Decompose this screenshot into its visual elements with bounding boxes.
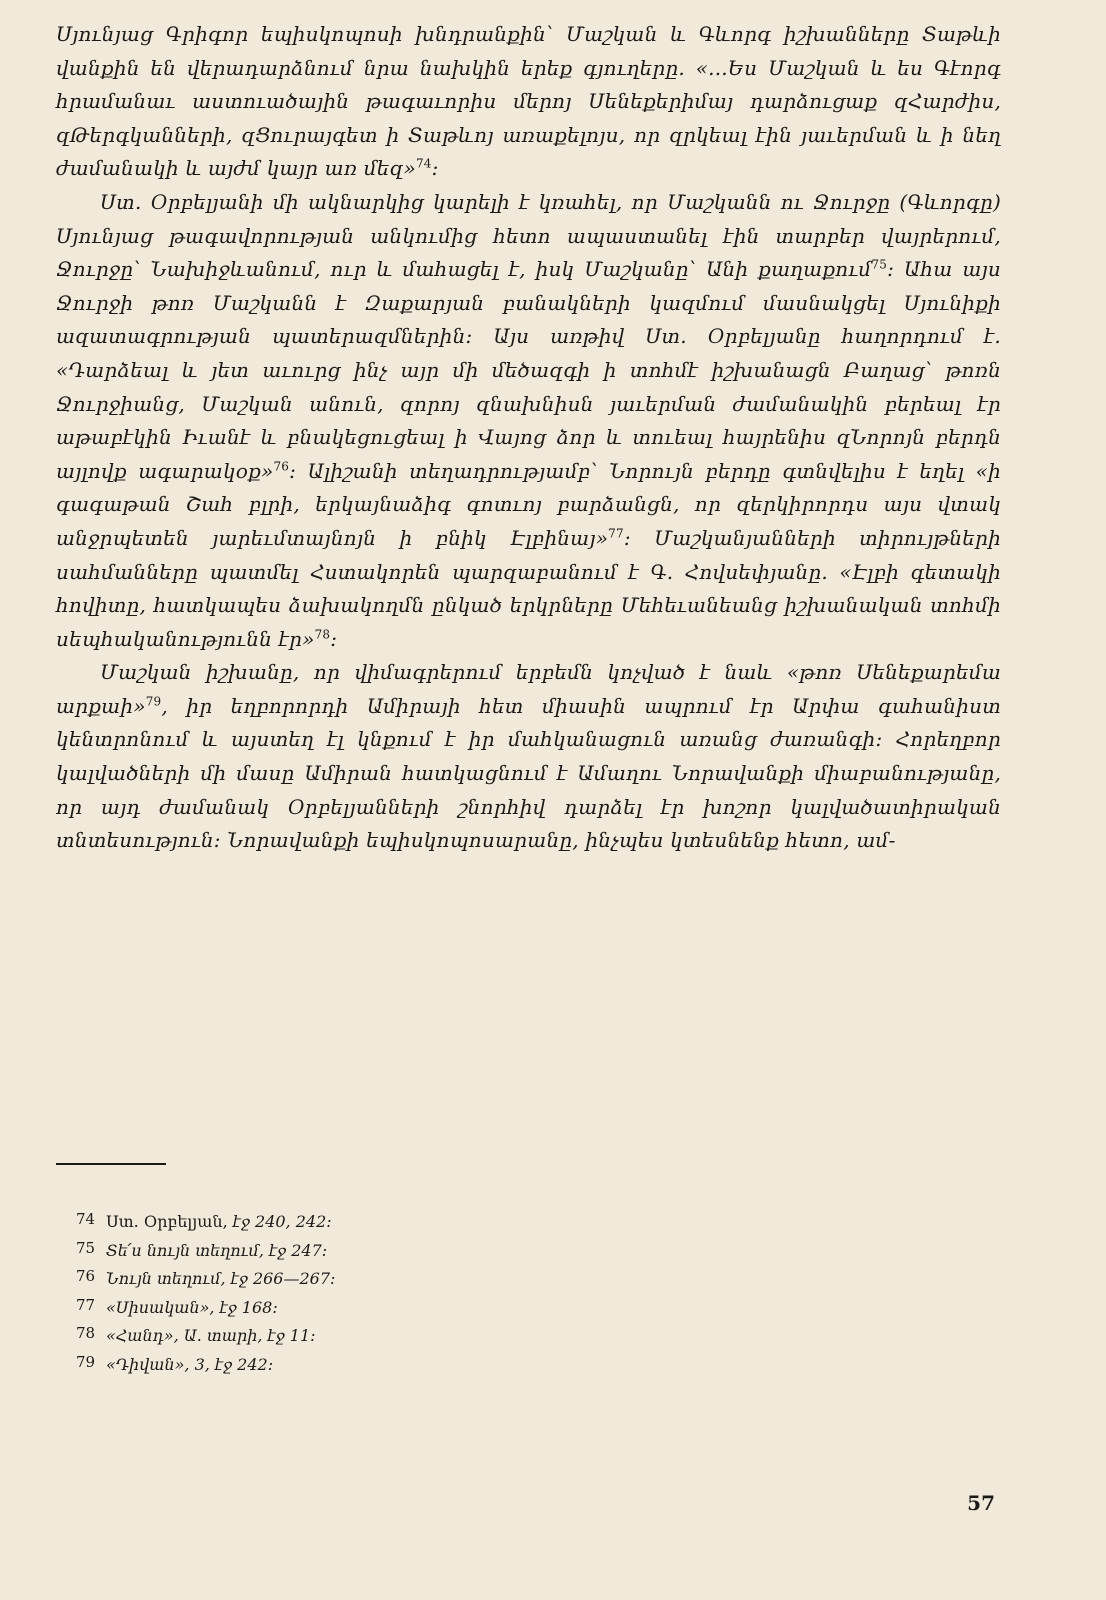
- footnote-text: «Հանդ», Ա. տարի, էջ 11։: [106, 1326, 316, 1346]
- footnote-ref-78[interactable]: 78: [314, 627, 331, 642]
- paragraph-text: , իր եղբորորդի Ամիրայի հետ միասին ապրում էր Արփա գահանիստ կենտրոնում և այստեղ էլ կնքում է իր մահկանացուն առանց ժառանգի։ Հորեղբոր կալվածների մի մասը Ամիրան հատկացնում է Ամաղու Նորավանքի միաբանությանը, որ այդ ժամանակ Օրբելյանների շնորհիվ դարձել էր խոշոր կալվածատիրական տնտեսություն։ Նորավանքի եպիսկոպոսարանը, ինչպես կտեսնենք հետո, ամ-: [56, 693, 1001, 853]
- footnote-text: Նույն տեղում, էջ 266—267։: [106, 1269, 336, 1289]
- footnotes: [76, 1205, 976, 1377]
- footnote-text: «Դիվան», 3, էջ 242։: [106, 1354, 274, 1374]
- footnote-ref-79[interactable]: 79: [145, 694, 162, 709]
- footnote-74: [76, 1205, 976, 1234]
- paragraph-text: Սյունյաց Գրիգոր եպիսկոպոսի խնդրանքին՝ Մաշկան և Գևորգ իշխանները Տաթևի վանքին են վերադարձնում նրա նախկին երեք գյուղերը. «...Ես Մաշկան և ես Գէորգ հրամանաւ աստուածային թագաւորիս մերոյ Սենեքերիմայ դարձուցաք զՀարժիս, զԹերգկանների, զՑուրայգետ ի Տաթևոյ առաքելոյս, որ զրկեալ էին յաւերման և ի նեղ ժամանակի և այժմ կայր առ մեզ»: [56, 22, 1001, 181]
- footnote-text: Տե՛ս նույն տեղում, էջ 247։: [106, 1240, 328, 1260]
- footnote-divider: [56, 1163, 166, 1165]
- footnote-ref-77[interactable]: 77: [608, 526, 624, 541]
- footnote-ref-75[interactable]: 75: [871, 257, 888, 272]
- paragraph-end: ։: [431, 156, 439, 181]
- footnote-ref-76[interactable]: 76: [273, 459, 290, 474]
- footnote-75: [76, 1234, 976, 1263]
- footnote-77: [76, 1291, 976, 1320]
- footnote-number: 74: [76, 1210, 96, 1228]
- footnote-78: [76, 1319, 976, 1348]
- footnote-text: «Սիսական», էջ 168։: [106, 1297, 278, 1317]
- paragraph-3: [56, 656, 1001, 858]
- footnote-76: [76, 1262, 976, 1291]
- footnote-abbr: Ստ. Օրբելյան,: [106, 1212, 228, 1231]
- footnote-number: 78: [76, 1324, 96, 1343]
- footnote-number: 77: [76, 1295, 96, 1314]
- paragraph-text: ։ Ահա այս Ջուրջի թոռ Մաշկանն է Զաքարյան բանակների կազմում մասնակցել Սյունիքի ազատագրության պատերազմներին։ Այս առթիվ Ստ. Օրբելյանը հաղորդում է. «Դարձեալ և յետ աւուրց ինչ այր մի մեծազգի ի տոհմէ իշխանացն Բաղաց՝ թոռն Ջուրջիանց, Մաշկան անուն, զորոյ զնախնիսն յաւերման ժամանակին բերեալ էր աթաբէկին Իւանէ և բնակեցուցեալ ի Վայոց ձոր և տուեալ հայրենիս զՆորոյն բերդն այլովք ագարակօք»: [56, 257, 1001, 483]
- paragraph-2: [56, 186, 1001, 656]
- footnote-79: [76, 1348, 976, 1377]
- footnote-ref-74[interactable]: 74: [415, 156, 432, 171]
- book-page: [56, 18, 1001, 1578]
- footnote-text: էջ 240, 242։: [232, 1212, 332, 1231]
- main-text: [56, 18, 1001, 858]
- paragraph-text: ։ Ալիշանի տեղադրությամբ՝ Նորույն բերդը գտնվելիս է եղել «ի գագաթան Շահ բլրի, երկայնաձիգ գոտւոյ բարձանցն, որ զերկիրորդս այս վտակ անջրպետեն յարեւմտայնոյն ի բնիկ Էլբինայ»: [56, 458, 1001, 550]
- footnote-number: 75: [76, 1238, 96, 1257]
- paragraph-text: Մաշկան իշխանը, որ վիմագրերում երբեմն կոչված է նաև «թոռ Սենեքարեմա արքաի»: [56, 660, 1001, 718]
- paragraph-1: [56, 18, 1001, 186]
- paragraph-end: ։: [330, 626, 338, 651]
- paragraph-text: ։ Մաշկանյանների տիրույթների սահմանները պատմել Հստակորեն պարզաբանում է Գ. Հովսեփյանը. «Էլբի գետակի հովիտը, հատկապես ձախակողմն ընկած երկրները Մեհեւանեանց իշխանական տոհմի սեպհականությունն էր»: [56, 525, 1001, 651]
- footnote-number: 79: [76, 1352, 96, 1371]
- page-number: 57: [967, 1491, 995, 1515]
- paragraph-text: Ստ. Օրբելյանի մի ակնարկից կարելի է կռահել, որ Մաշկանն ու Ջուրջը (Գևորգը) Սյունյաց թագավորության անկումից հետո ապաստանել էին տարբեր վայրերում, Ջուրջը՝ Նախիջևանում, ուր և մահացել է, իսկ Մաշկանը՝ Անի քաղաքում: [56, 189, 1001, 282]
- footnote-number: 76: [76, 1267, 96, 1286]
